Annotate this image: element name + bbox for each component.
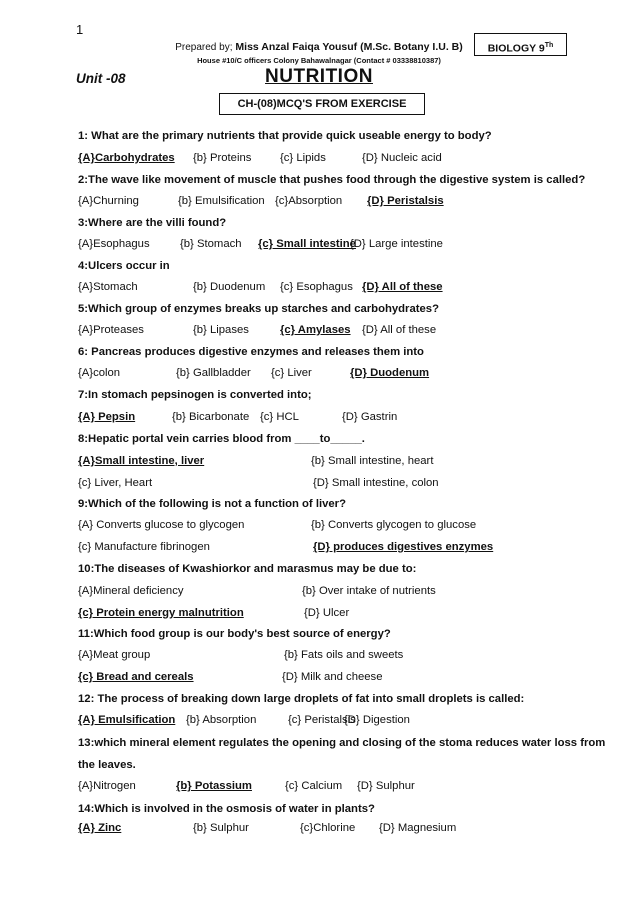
answer-option-correct: {A}Carbohydrates <box>78 152 175 164</box>
answer-option: {b} Fats oils and sweets <box>284 649 404 661</box>
answer-option: {c} Esophagus <box>280 281 353 293</box>
question-text: 2:The wave like movement of muscle that pushes food through the digestive system is called? <box>78 174 586 186</box>
answer-option: {c} Liver, Heart <box>78 477 153 489</box>
subject-box <box>474 33 567 56</box>
answer-option: {A}Stomach <box>78 281 138 293</box>
prepared-by-prefix: Prepared by; <box>175 42 233 53</box>
answer-option: {D} Nucleic acid <box>362 152 442 164</box>
subject-label: BIOLOGY 9 <box>487 42 545 55</box>
answer-option-correct: {D} Duodenum <box>350 367 430 379</box>
answer-option: {D} Large intestine <box>350 238 443 250</box>
question-text-continued: the leaves. <box>78 759 136 771</box>
question-text: 4:Ulcers occur in <box>78 260 170 272</box>
answer-option-correct: {c} Bread and cereals <box>78 671 194 683</box>
answer-option-correct: {A} Emulsification <box>78 714 176 726</box>
answer-option-correct: {c} Amylases <box>280 324 351 336</box>
answer-option: {D} Milk and cheese <box>282 671 383 683</box>
answer-option: {b} Sulphur <box>193 822 249 834</box>
answer-option: {A}Meat group <box>78 649 151 661</box>
question-text: 1: What are the primary nutrients that provide quick useable energy to body? <box>78 130 492 142</box>
chapter-subtitle: CH-(08)MCQ'S FROM EXERCISE <box>219 93 425 115</box>
answer-option: {b} Converts glycogen to glucose <box>311 519 477 531</box>
answer-option: {D} All of these <box>362 324 437 336</box>
unit-label: Unit -08 <box>76 71 126 86</box>
answer-option: {c} Lipids <box>280 152 326 164</box>
answer-option-correct: {A}Small intestine, liver <box>78 455 205 467</box>
question-text: 9:Which of the following is not a function of liver? <box>78 498 346 510</box>
answer-option: {b} Small intestine, heart <box>311 455 434 467</box>
answer-option: {b} Emulsification <box>178 195 265 207</box>
answer-option: {c} Manufacture fibrinogen <box>78 541 210 553</box>
answer-option: {A}colon <box>78 367 121 379</box>
answer-option: {D} Gastrin <box>342 411 398 423</box>
answer-option-correct: {b} Potassium <box>176 780 252 792</box>
answer-option: {c} Peristalsis <box>288 714 356 726</box>
answer-option: {c} Liver <box>271 367 312 379</box>
answer-option: {D} Ulcer <box>304 607 350 619</box>
question-text: 14:Which is involved in the osmosis of water in plants? <box>78 803 375 815</box>
question-text: 5:Which group of enzymes breaks up starches and carbohydrates? <box>78 303 439 315</box>
answer-option: {A}Mineral deficiency <box>78 585 184 597</box>
answer-option: {b} Bicarbonate <box>172 411 250 423</box>
answer-option: {c}Absorption <box>275 195 343 207</box>
answer-option: {b} Absorption <box>186 714 257 726</box>
answer-option: {c} Calcium <box>285 780 343 792</box>
prepared-by-name: Miss Anzal Faiqa Yousuf (M.Sc. Botany I.U. B) <box>235 41 463 53</box>
answer-option: {c} HCL <box>260 411 299 423</box>
answer-option: {A}Churning <box>78 195 139 207</box>
answer-option: {D} Magnesium <box>379 822 457 834</box>
answer-option: {A} Converts glucose to glycogen <box>78 519 245 531</box>
answer-option-correct: {D} All of these <box>362 281 443 293</box>
answer-option: {A}Esophagus <box>78 238 150 250</box>
question-text: 10:The diseases of Kwashiorkor and marasmus may be due to: <box>78 563 417 575</box>
question-text: 3:Where are the villi found? <box>78 217 227 229</box>
question-text: 12: The process of breaking down large droplets of fat into small droplets is called: <box>78 693 525 705</box>
page-title: NUTRITION <box>265 66 373 87</box>
answer-option: {D} Small intestine, colon <box>313 477 439 489</box>
address-line: House #10/C officers Colony Bahawalnagar (Contact # 03338810387) <box>197 56 441 65</box>
answer-option-correct: {c} Protein energy malnutrition <box>78 607 244 619</box>
answer-option: {A}Proteases <box>78 324 144 336</box>
answer-option: {b} Stomach <box>180 238 242 250</box>
answer-option-correct: {A} Pepsin <box>78 411 136 423</box>
question-text: 11:Which food group is our body's best source of energy? <box>78 628 391 640</box>
page-number: 1 <box>76 22 84 37</box>
answer-option-correct: {D} Peristalsis <box>367 195 444 207</box>
question-text: 13:which mineral element regulates the opening and closing of the stoma reduces water loss from <box>78 737 606 749</box>
answer-option: {b} Over intake of nutrients <box>302 585 436 597</box>
question-text: 7:In stomach pepsinogen is converted into; <box>78 389 312 401</box>
answer-option-correct: {A} Zinc <box>78 822 122 834</box>
subject-superscript: Th <box>544 42 554 49</box>
answer-option: {b} Lipases <box>193 324 249 336</box>
answer-option: {D} Digestion <box>344 714 410 726</box>
question-text: 8:Hepatic portal vein carries blood from ____to_____. <box>78 433 365 445</box>
answer-option: {b} Gallbladder <box>176 367 251 379</box>
answer-option: {A}Nitrogen <box>78 780 136 792</box>
answer-option: {c}Chlorine <box>300 822 356 834</box>
answer-option-correct: {D} produces digestives enzymes <box>313 541 494 553</box>
question-text: 6: Pancreas produces digestive enzymes and releases them into <box>78 346 424 358</box>
answer-option-correct: {c} Small intestine <box>258 238 356 250</box>
answer-option: {b} Duodenum <box>193 281 266 293</box>
answer-option: {b} Proteins <box>193 152 252 164</box>
answer-option: {D} Sulphur <box>357 780 415 792</box>
